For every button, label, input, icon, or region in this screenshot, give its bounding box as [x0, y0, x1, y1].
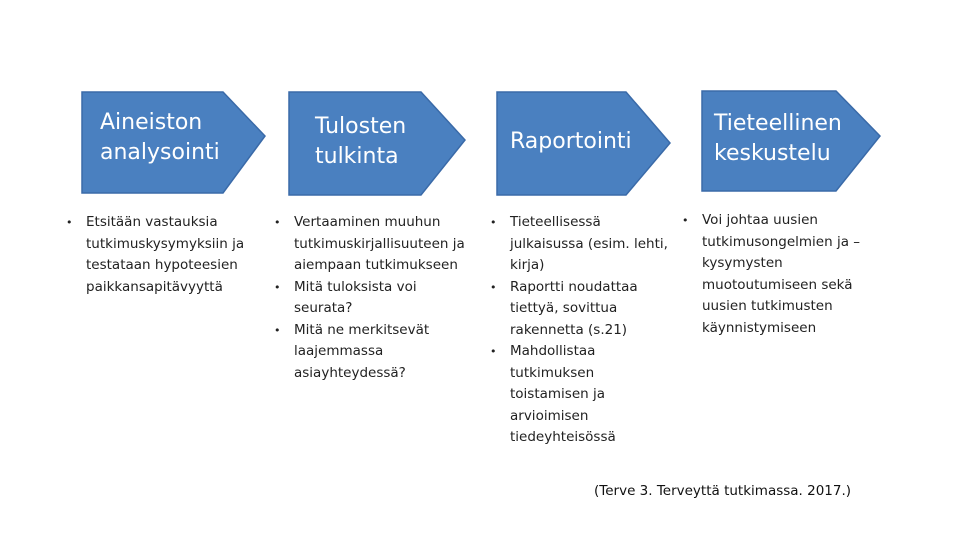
bullet-item: • Mitä ne merkitsevät laajemmassa asiayhteydessä?	[272, 320, 472, 385]
bullet-item: • Vertaaminen muuhun tutkimuskirjallisuuteen ja aiempaan tutkimukseen	[272, 212, 472, 277]
step-title: Tulosten tulkinta	[315, 114, 407, 169]
bullet-item: • Voi johtaa uusien tutkimusongelmien ja –kysymysten muotoutumiseen sekä uusien tutkimusten käynnistymiseen	[680, 210, 865, 339]
step-bullet-list	[680, 210, 865, 339]
bullet-item: • Mahdollistaa tutkimuksen toistamisen ja arvioimisen tiedeyhteisössä	[488, 341, 668, 449]
step-title: Raportointi	[510, 129, 632, 154]
step-title: Tieteellinen keskustelu	[714, 111, 842, 166]
bullet-item: • Raportti noudattaa tiettyä, sovittua rakennetta (s.21)	[488, 277, 668, 342]
step-title: Aineiston analysointi	[100, 110, 220, 165]
bullet-item: • Tieteellisessä julkaisussa (esim. lehti, kirja)	[488, 212, 668, 277]
citation: (Terve 3. Terveyttä tutkimassa. 2017.)	[594, 483, 852, 499]
bullet-item: • Etsitään vastauksia tutkimuskysymyksiin ja testataan hypoteesien paikkansapitävyyttä	[64, 212, 274, 298]
bullet-item: • Mitä tuloksista voi seurata?	[272, 277, 472, 320]
